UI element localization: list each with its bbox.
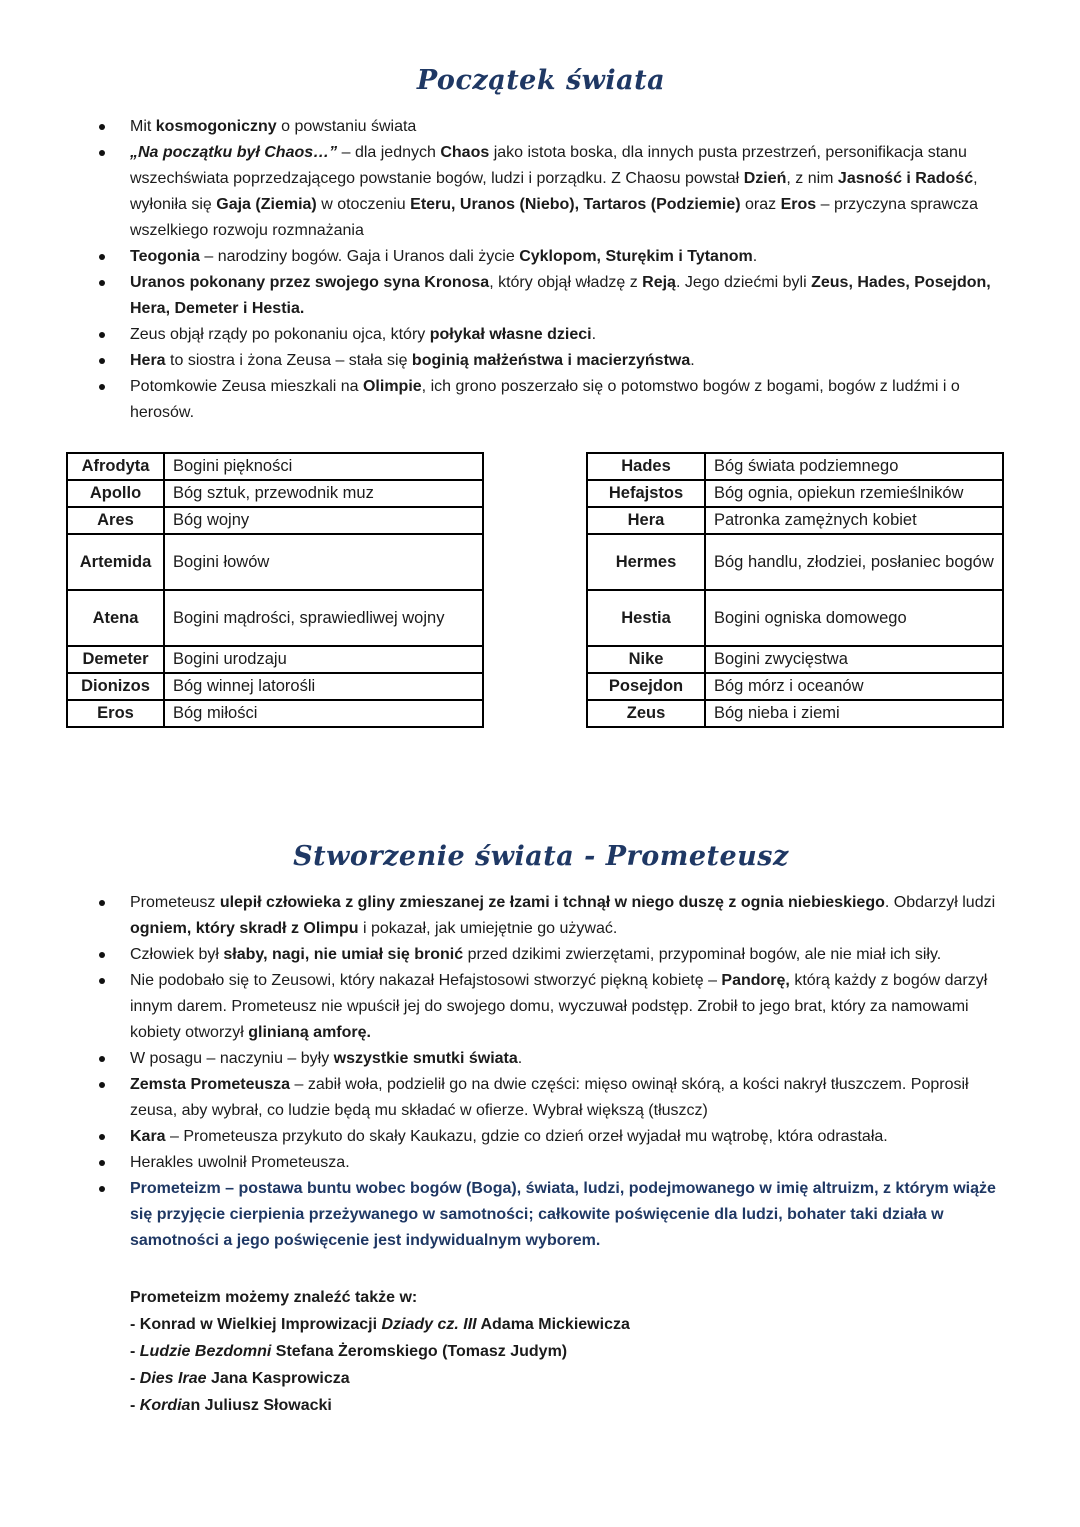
bullet-text: Człowiek był słaby, nagi, nie umiał się bronić przed dzikimi zwierzętami, przypominał bogów, ale nie miał ich siły. — [130, 946, 942, 963]
bullet-item — [130, 114, 1016, 140]
bullet-marker-icon — [99, 332, 105, 338]
table-spacer-cell — [483, 646, 587, 673]
bullet-item — [130, 270, 1016, 322]
bullet-text: W posagu – naczyniu – były wszystkie smutki świata. — [130, 1050, 523, 1067]
gods-table-row — [67, 480, 1003, 507]
god-description-left: Bogini urodzaju — [164, 646, 483, 673]
bullet-item — [130, 244, 1016, 270]
bullet-text: „Na początku był Chaos…” – dla jednych Chaos jako istota boska, dla innych pusta przestrzeń, personifikacja stanu wszechświata poprzedzającego powstanie bogów, ludzi i porządku. Z Chaosu powstał Dzień, z nim Jasność i Radość, wyłoniła się Gaja (Ziemia) w otoczeniu Eteru, Uranos (Niebo), Tartaros (Podziemie) oraz Eros – przyczyna sprawcza wszelkiego rozwoju rozmnażania — [130, 144, 978, 239]
bullet-text: Herakles uwolnił Prometeusza. — [130, 1154, 350, 1171]
god-description-left: Bogini piękności — [164, 453, 483, 480]
table-spacer-cell — [483, 480, 587, 507]
god-name-right: Zeus — [587, 700, 705, 727]
bullet-item — [130, 374, 1016, 426]
table-spacer-cell — [483, 700, 587, 727]
bullet-item — [130, 1124, 1016, 1150]
god-name-right: Hefajstos — [587, 480, 705, 507]
god-name-left: Ares — [67, 507, 164, 534]
god-name-left: Apollo — [67, 480, 164, 507]
bullet-item — [130, 1150, 1016, 1176]
gods-table-row — [67, 507, 1003, 534]
section2-heading: Stworzenie świata - Prometeusz — [293, 841, 789, 872]
addendum-line: - Dies Irae Jana Kasprowicza — [130, 1370, 350, 1387]
gods-table-row — [67, 646, 1003, 673]
bullet-marker-icon — [99, 1186, 105, 1192]
gods-table-row — [67, 534, 1003, 590]
bullet-text: Mit kosmogoniczny o powstaniu świata — [130, 118, 417, 135]
bullet-item — [130, 890, 1016, 942]
god-description-right: Bóg mórz i oceanów — [705, 673, 1003, 700]
bullet-marker-icon — [99, 1134, 105, 1140]
god-description-left: Bogini mądrości, sprawiedliwej wojny — [164, 590, 483, 646]
bullet-item — [130, 942, 1016, 968]
god-name-right: Hera — [587, 507, 705, 534]
bullet-item — [130, 1046, 1016, 1072]
god-description-left: Bóg winnej latorośli — [164, 673, 483, 700]
god-name-left: Dionizos — [67, 673, 164, 700]
bullet-marker-icon — [99, 900, 105, 906]
bullet-text: Teogonia – narodziny bogów. Gaja i Uranos dali życie Cyklopom, Sturękim i Tytanom. — [130, 248, 758, 265]
bullet-marker-icon — [99, 124, 105, 130]
bullet-marker-icon — [99, 358, 105, 364]
bullet-item — [130, 1176, 1016, 1254]
gods-table-row — [67, 673, 1003, 700]
god-description-left: Bóg wojny — [164, 507, 483, 534]
bullet-marker-icon — [99, 1082, 105, 1088]
bullet-marker-icon — [99, 1160, 105, 1166]
god-name-left: Artemida — [67, 534, 164, 590]
bullet-marker-icon — [99, 150, 105, 156]
god-description-right: Bogini zwycięstwa — [705, 646, 1003, 673]
bullet-text: Prometeizm – postawa buntu wobec bogów (Boga), świata, ludzi, podejmowanego w imię altruizm, z którym wiąże się przyjęcie cierpienia przeżywanego w samotności; całkowite poświęcenie dla ludzi, bohater taki działa w samotności a jego poświęcenie jest indywidualnym wyborem. — [130, 1180, 996, 1249]
table-spacer-cell — [483, 673, 587, 700]
gods-table-row — [67, 590, 1003, 646]
bullet-text: Potomkowie Zeusa mieszkali na Olimpie, ich grono poszerzało się o potomstwo bogów z bogami, bogów z ludźmi i o herosów. — [130, 378, 960, 421]
god-name-left: Atena — [67, 590, 164, 646]
god-description-right: Patronka zamężnych kobiet — [705, 507, 1003, 534]
god-name-right: Hestia — [587, 590, 705, 646]
god-description-left: Bóg sztuk, przewodnik muz — [164, 480, 483, 507]
bullet-item — [130, 1072, 1016, 1124]
god-name-right: Posejdon — [587, 673, 705, 700]
table-spacer-cell — [483, 507, 587, 534]
bullet-item — [130, 348, 1016, 374]
bullet-text: Nie podobało się to Zeusowi, który nakazał Hefajstosowi stworzyć piękną kobietę – Pandorę, którą każdy z bogów darzył innym darem. Prometeusz nie wpuścił jej do swojego domu, wyczuwał podstęp. Zrobił to jego brat, który za namowami kobiety otworzył glinianą amforę. — [130, 972, 988, 1041]
bullet-item — [130, 968, 1016, 1046]
bullet-marker-icon — [99, 1056, 105, 1062]
bullet-text: Prometeusz ulepił człowieka z gliny zmieszanej ze łzami i tchnął w niego duszę z ognia niebieskiego. Obdarzył ludzi ogniem, który skradł z Olimpu i pokazał, jak umiejętnie go używać. — [130, 894, 996, 937]
bullet-marker-icon — [99, 280, 105, 286]
god-description-right: Bóg ognia, opiekun rzemieślników — [705, 480, 1003, 507]
god-name-left: Eros — [67, 700, 164, 727]
section1-bullet-list — [66, 114, 1016, 426]
bullet-marker-icon — [99, 384, 105, 390]
bullet-item — [130, 322, 1016, 348]
bullet-text: Zeus objął rządy po pokonaniu ojca, który połykał własne dzieci. — [130, 326, 597, 343]
god-name-left: Demeter — [67, 646, 164, 673]
gods-table-row — [67, 700, 1003, 727]
god-name-right: Hades — [587, 453, 705, 480]
bullet-marker-icon — [99, 254, 105, 260]
prometeizm-examples-block — [66, 1284, 1016, 1419]
section1-heading: Początek świata — [416, 65, 666, 96]
addendum-line: Prometeizm możemy znaleźć także w: — [130, 1289, 418, 1306]
gods-table-row — [67, 453, 1003, 480]
section2-bullet-list — [66, 890, 1016, 1254]
bullet-text: Hera to siostra i żona Zeusa – stała się boginią małżeństwa i macierzyństwa. — [130, 352, 695, 369]
god-description-right: Bóg handlu, złodziei, posłaniec bogów — [705, 534, 1003, 590]
god-name-right: Hermes — [587, 534, 705, 590]
addendum-line: - Konrad w Wielkiej Improwizacji Dziady cz. III Adama Mickiewicza — [130, 1316, 630, 1333]
table-spacer-cell — [483, 453, 587, 480]
table-spacer-cell — [483, 534, 587, 590]
addendum-line: - Kordian Juliusz Słowacki — [130, 1397, 332, 1414]
bullet-text: Kara – Prometeusza przykuto do skały Kaukazu, gdzie co dzień orzeł wyjadał mu wątrobę, która odrastała. — [130, 1128, 888, 1145]
god-description-right: Bóg nieba i ziemi — [705, 700, 1003, 727]
god-description-left: Bogini łowów — [164, 534, 483, 590]
god-description-left: Bóg miłości — [164, 700, 483, 727]
god-name-right: Nike — [587, 646, 705, 673]
bullet-marker-icon — [99, 952, 105, 958]
gods-table — [66, 452, 1004, 728]
god-description-right: Bóg świata podziemnego — [705, 453, 1003, 480]
god-name-left: Afrodyta — [67, 453, 164, 480]
table-spacer-cell — [483, 590, 587, 646]
bullet-text: Uranos pokonany przez swojego syna Kronosa, który objął władzę z Reją. Jego dziećmi byli Zeus, Hades, Posejdon, Hera, Demeter i Hestia. — [130, 274, 991, 317]
god-description-right: Bogini ogniska domowego — [705, 590, 1003, 646]
bullet-text: Zemsta Prometeusza – zabił woła, podzielił go na dwie części: mięso owinął skórą, a kości nakrył tłuszczem. Poprosił zeusa, aby wybrał, co ludzie będą mu składać w ofierze. Wybrał większą (tłuszcz) — [130, 1076, 969, 1119]
bullet-item — [130, 140, 1016, 244]
addendum-line: - Ludzie Bezdomni Stefana Żeromskiego (Tomasz Judym) — [130, 1343, 568, 1360]
bullet-marker-icon — [99, 978, 105, 984]
